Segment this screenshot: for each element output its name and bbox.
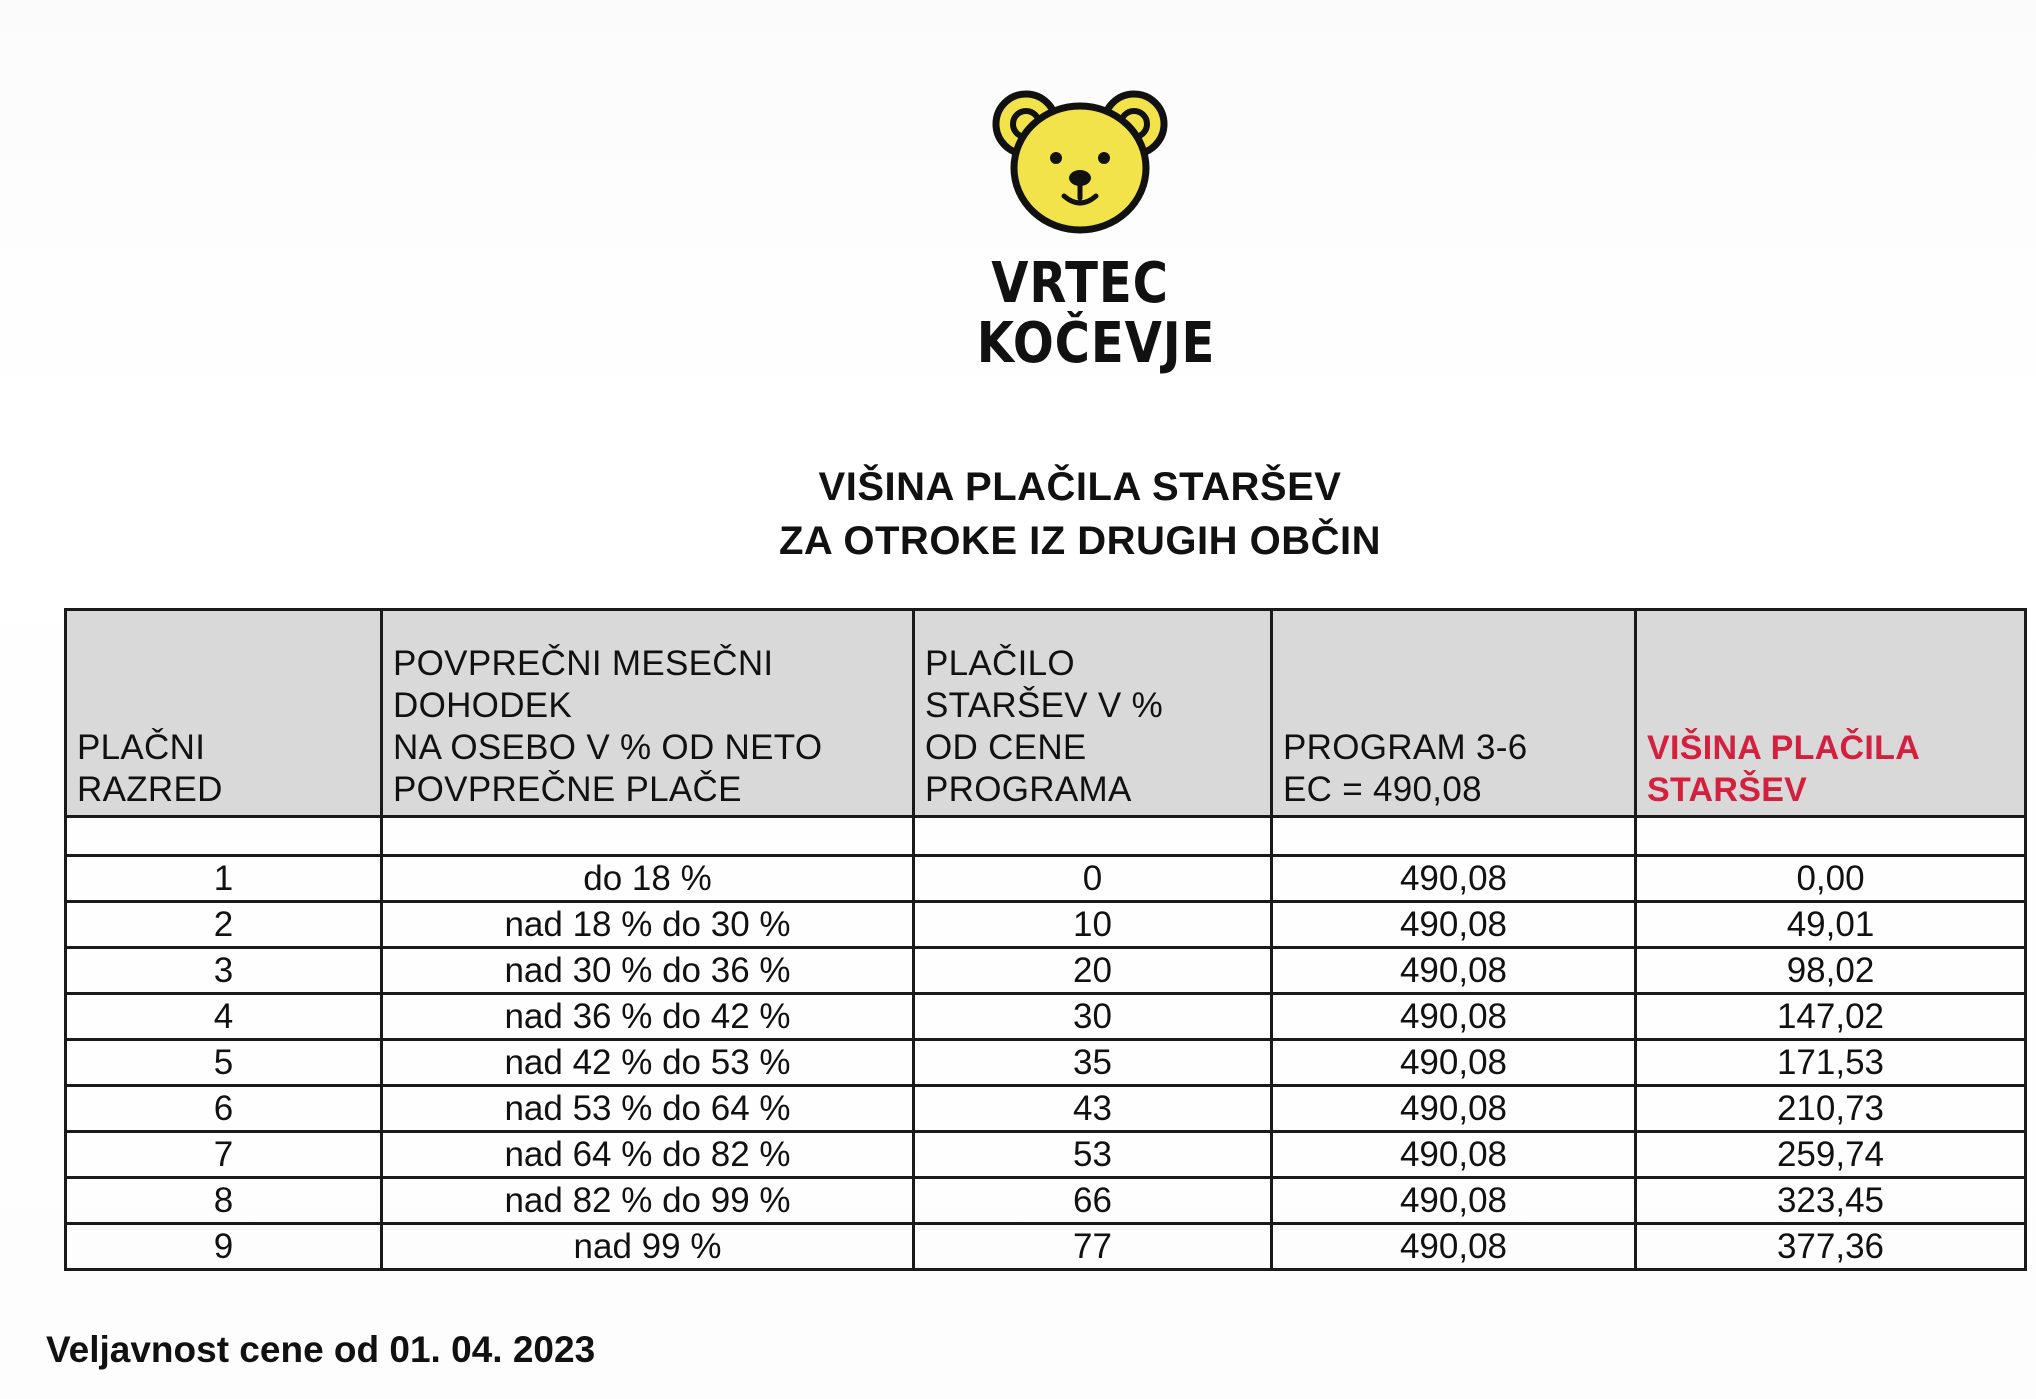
- cell-dohodek: nad 53 % do 64 %: [382, 1086, 914, 1132]
- cell-razred: 2: [66, 902, 382, 948]
- cell-procent: 66: [914, 1178, 1272, 1224]
- table-row: [66, 1086, 2026, 1132]
- cell-procent: 30: [914, 994, 1272, 1040]
- header-placni-razred: PLAČNI RAZRED: [66, 610, 382, 817]
- fee-table: [64, 608, 2027, 1271]
- logo-text-line1: VRTEC: [991, 251, 1169, 316]
- header-placilo-procent: PLAČILO STARŠEV V % OD CENE PROGRAMA: [914, 610, 1272, 817]
- cell-razred: 6: [66, 1086, 382, 1132]
- header-dohodek: POVPREČNI MESEČNI DOHODEK NA OSEBO V % OD NETO POVPREČNE PLAČE: [382, 610, 914, 817]
- cell-procent: 10: [914, 902, 1272, 948]
- title-line1: VIŠINA PLAČILA STARŠEV: [818, 465, 1342, 509]
- cell-program: 490,08: [1272, 1086, 1636, 1132]
- cell-dohodek: nad 30 % do 36 %: [382, 948, 914, 994]
- cell-razred: 7: [66, 1132, 382, 1178]
- cell-procent: 35: [914, 1040, 1272, 1086]
- cell-razred: 9: [66, 1224, 382, 1270]
- table-spacer-row: [66, 817, 2026, 856]
- table-row: [66, 948, 2026, 994]
- table-row: [66, 994, 2026, 1040]
- table-row: [66, 1224, 2026, 1270]
- cell-program: 490,08: [1272, 856, 1636, 902]
- page-title: [560, 460, 1600, 568]
- table-row: [66, 1178, 2026, 1224]
- cell-program: 490,08: [1272, 1178, 1636, 1224]
- header-visina-placila: VIŠINA PLAČILA STARŠEV: [1636, 610, 2026, 817]
- table-row: [66, 856, 2026, 902]
- cell-program: 490,08: [1272, 994, 1636, 1040]
- kindergarten-logo: [960, 86, 1216, 376]
- cell-procent: 53: [914, 1132, 1272, 1178]
- cell-program: 490,08: [1272, 1224, 1636, 1270]
- table-row: [66, 1132, 2026, 1178]
- table-row: [66, 902, 2026, 948]
- cell-dohodek: nad 82 % do 99 %: [382, 1178, 914, 1224]
- cell-visina: 171,53: [1636, 1040, 2026, 1086]
- table-row: [66, 1040, 2026, 1086]
- cell-visina: 377,36: [1636, 1224, 2026, 1270]
- cell-visina: 0,00: [1636, 856, 2026, 902]
- cell-program: 490,08: [1272, 1132, 1636, 1178]
- cell-dohodek: nad 18 % do 30 %: [382, 902, 914, 948]
- cell-program: 490,08: [1272, 1040, 1636, 1086]
- cell-program: 490,08: [1272, 902, 1636, 948]
- cell-visina: 49,01: [1636, 902, 2026, 948]
- header-program: PROGRAM 3-6 EC = 490,08: [1272, 610, 1636, 817]
- cell-visina: 98,02: [1636, 948, 2026, 994]
- cell-razred: 3: [66, 948, 382, 994]
- validity-note: Veljavnost cene od 01. 04. 2023: [46, 1329, 596, 1370]
- cell-razred: 1: [66, 856, 382, 902]
- cell-dohodek: nad 42 % do 53 %: [382, 1040, 914, 1086]
- cell-visina: 323,45: [1636, 1178, 2026, 1224]
- cell-procent: 0: [914, 856, 1272, 902]
- cell-razred: 4: [66, 994, 382, 1040]
- cell-visina: 259,74: [1636, 1132, 2026, 1178]
- cell-dohodek: nad 36 % do 42 %: [382, 994, 914, 1040]
- cell-visina: 147,02: [1636, 994, 2026, 1040]
- table-header-row: [66, 610, 2026, 817]
- cell-procent: 20: [914, 948, 1272, 994]
- teddy-bear-icon: [990, 86, 1170, 236]
- cell-visina: 210,73: [1636, 1086, 2026, 1132]
- title-line2: ZA OTROKE IZ DRUGIH OBČIN: [778, 519, 1382, 563]
- cell-procent: 77: [914, 1224, 1272, 1270]
- logo-text-line2: KOČEVJE: [976, 311, 1216, 376]
- cell-dohodek: nad 64 % do 82 %: [382, 1132, 914, 1178]
- cell-dohodek: do 18 %: [382, 856, 914, 902]
- cell-razred: 8: [66, 1178, 382, 1224]
- cell-program: 490,08: [1272, 948, 1636, 994]
- cell-razred: 5: [66, 1040, 382, 1086]
- cell-dohodek: nad 99 %: [382, 1224, 914, 1270]
- cell-procent: 43: [914, 1086, 1272, 1132]
